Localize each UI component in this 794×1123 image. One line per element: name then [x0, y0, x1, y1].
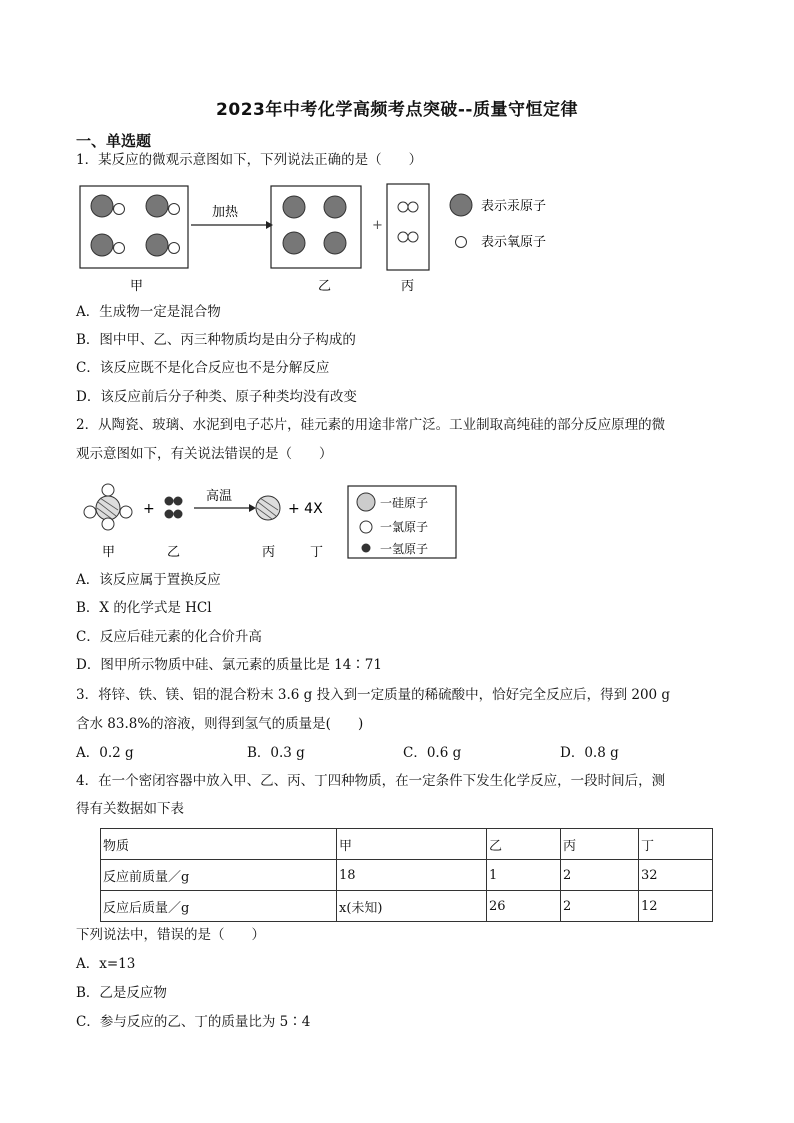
legend-cl-label: 一氯原子	[380, 520, 429, 534]
product-term: + 4X	[288, 501, 323, 517]
table-cell: 2	[561, 891, 639, 922]
label-ding: 丁	[310, 545, 324, 560]
label-bing: 丙	[401, 279, 415, 294]
q4-after-table: 下列说法中，错误的是（ ）	[76, 927, 265, 943]
o-atom	[408, 232, 418, 242]
o-atom	[169, 243, 180, 254]
box-bing	[387, 184, 429, 270]
q3-option-c: C．0.6 g	[403, 745, 462, 761]
table-cell: 2	[561, 860, 639, 891]
o-atom	[398, 202, 408, 212]
q4-data-table	[100, 828, 713, 922]
q3-option-d: D．0.8 g	[560, 745, 619, 761]
q2-stem-line2: 观示意图如下，有关说法错误的是（ ）	[76, 446, 333, 462]
arrow-label: 加热	[212, 205, 239, 220]
h-atom-icon	[174, 497, 183, 506]
hg-atom	[324, 196, 346, 218]
cl-atom-icon	[102, 518, 114, 530]
label-jia: 甲	[130, 279, 144, 294]
cl-atom-icon	[120, 506, 132, 518]
o-atom	[408, 202, 418, 212]
table-cell: 26	[487, 891, 561, 922]
q1-figure	[76, 182, 576, 294]
table-header-cell: 甲	[337, 829, 487, 860]
arrow-head-icon	[249, 504, 256, 512]
q4-option-c: C．参与反应的乙、丁的质量比为 5∶4	[76, 1014, 311, 1030]
h-atom-icon	[165, 510, 174, 519]
o-atom	[169, 204, 180, 215]
box-yi	[271, 186, 361, 268]
label-jia: 甲	[102, 545, 116, 560]
q1-option-c: C．该反应既不是化合反应也不是分解反应	[76, 360, 330, 376]
q3-option-a: A．0.2 g	[76, 745, 134, 761]
o-atom	[398, 232, 408, 242]
hg-atom	[283, 232, 305, 254]
q1-option-a: A．生成物一定是混合物	[76, 304, 221, 320]
q2-option-c: C．反应后硅元素的化合价升高	[76, 629, 262, 645]
table-cell: x(未知)	[337, 891, 487, 922]
table-header-cell: 丁	[639, 829, 713, 860]
table-header-row	[101, 829, 713, 860]
legend-hg-label: 表示汞原子	[481, 199, 547, 214]
label-bing: 丙	[262, 545, 276, 560]
q2-stem-line1: 2．从陶瓷、玻璃、水泥到电子芯片，硅元素的用途非常广泛。工业制取高纯硅的部分反应原理的微	[76, 417, 666, 433]
h-atom-icon	[165, 497, 174, 506]
table-cell: 反应后质量／g	[101, 891, 337, 922]
legend-o-label: 表示氧原子	[481, 235, 547, 250]
section-heading: 一、单选题	[76, 132, 152, 150]
q4-stem-line1: 4．在一个密闭容器中放入甲、乙、丙、丁四种物质，在一定条件下发生化学反应，一段时间后，测	[76, 773, 666, 789]
table-cell: 1	[487, 860, 561, 891]
q2-option-d: D．图甲所示物质中硅、氯元素的质量比是 14∶71	[76, 657, 382, 673]
table-row	[101, 891, 713, 922]
legend-si-label: 一硅原子	[380, 496, 429, 510]
q1-stem: 1．某反应的微观示意图如下，下列说法正确的是（ ）	[76, 152, 423, 168]
q1-option-d: D．该反应前后分子种类、原子种类均没有改变	[76, 389, 357, 405]
plus-sign: +	[143, 501, 155, 517]
legend-hg-icon	[450, 194, 472, 216]
q2-option-a: A．该反应属于置换反应	[76, 572, 221, 588]
table-header-cell: 物质	[101, 829, 337, 860]
q4-stem-line2: 得有关数据如下表	[76, 801, 184, 817]
cl-atom-icon	[102, 484, 114, 496]
hg-atom	[283, 196, 305, 218]
table-cell: 反应前质量／g	[101, 860, 337, 891]
table-cell: 32	[639, 860, 713, 891]
label-yi: 乙	[167, 545, 181, 560]
hg-atom	[91, 234, 113, 256]
legend-o-icon	[456, 237, 467, 248]
page-title: 2023年中考化学高频考点突破--质量守恒定律	[216, 100, 578, 120]
arrow-label: 高温	[206, 489, 233, 504]
arrow-head-icon	[266, 221, 273, 229]
plus-sign: +	[372, 218, 383, 233]
o-atom	[114, 243, 125, 254]
legend-h-label: 一氢原子	[380, 542, 429, 556]
q3-stem-line1: 3．将锌、铁、镁、铝的混合粉末 3.6 g 投入到一定质量的稀硫酸中，恰好完全反应后，得到 200 g	[76, 687, 671, 703]
table-cell: 12	[639, 891, 713, 922]
hg-atom	[324, 232, 346, 254]
h-atom-icon	[174, 510, 183, 519]
q1-option-b: B．图中甲、乙、丙三种物质均是由分子构成的	[76, 332, 356, 348]
table-header-cell: 丙	[561, 829, 639, 860]
label-yi: 乙	[318, 279, 332, 294]
cl-atom-icon	[84, 506, 96, 518]
hg-atom	[146, 195, 168, 217]
q4-option-a: A．x=13	[76, 956, 136, 972]
q2-figure	[76, 480, 476, 562]
legend-si-icon	[357, 493, 375, 511]
q3-option-b: B．0.3 g	[247, 745, 305, 761]
table-row	[101, 860, 713, 891]
legend-cl-icon	[360, 521, 372, 533]
hg-atom	[146, 234, 168, 256]
table-cell: 18	[337, 860, 487, 891]
legend-h-icon	[362, 544, 371, 553]
hg-atom	[91, 195, 113, 217]
q4-option-b: B．乙是反应物	[76, 985, 167, 1001]
o-atom	[114, 204, 125, 215]
q2-option-b: B．X 的化学式是 HCl	[76, 600, 212, 616]
table-header-cell: 乙	[487, 829, 561, 860]
q3-stem-line2: 含水 83.8%的溶液，则得到氢气的质量是( )	[76, 716, 364, 732]
